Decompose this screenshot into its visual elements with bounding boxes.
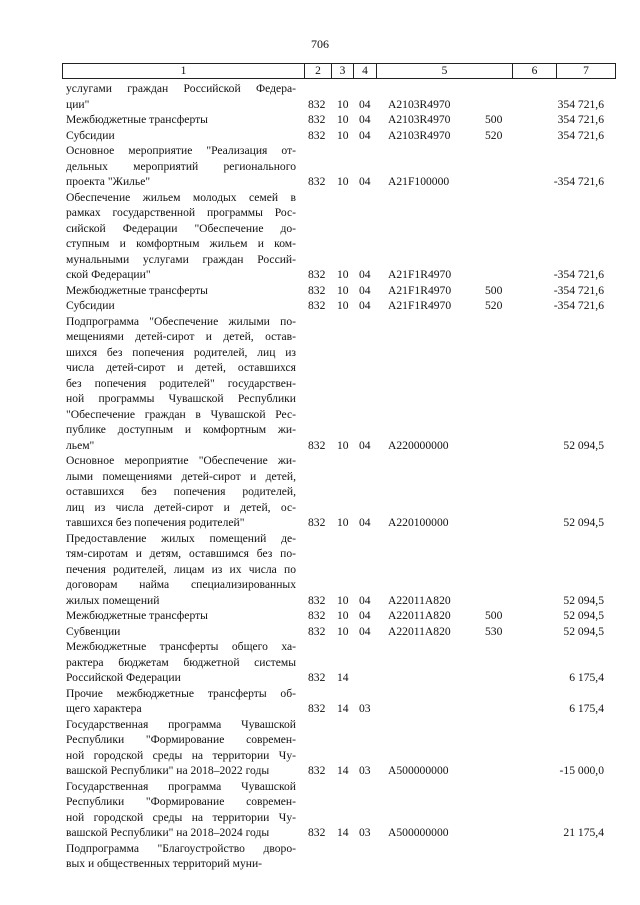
cell-c7: 52 094,5 <box>563 593 604 607</box>
cell-c7: 52 094,5 <box>563 624 604 638</box>
description-line: шихся без попечения родителей, лиц из <box>66 345 296 359</box>
cell-c3: 10 <box>337 283 349 297</box>
cell-c3: 10 <box>337 593 349 607</box>
table-row <box>66 81 614 112</box>
table-row <box>66 314 614 454</box>
description-line: вашской Республики" на 2018–2024 годы <box>66 826 270 839</box>
description-line: Основное мероприятие "Реализация от- <box>66 144 296 157</box>
description-line: тавшихся без попечения родителей" <box>66 516 245 529</box>
description-line: ной программы Чувашской Республики <box>66 392 296 405</box>
cell-c3: 14 <box>337 826 349 839</box>
cell-c7: 6 175,4 <box>569 671 604 684</box>
cell-c4: 04 <box>359 609 371 622</box>
cell-c3: 10 <box>337 175 349 188</box>
description-line: тям-сиротам и детям, оставшимся без по- <box>66 547 296 560</box>
description-line: Предоставление жилых помещений де- <box>66 531 296 545</box>
description-line: ступным и комфортным жильем и ком- <box>66 237 296 250</box>
table-row <box>66 112 614 128</box>
cell-c2: 832 <box>308 438 326 452</box>
cell-c2: 832 <box>308 113 326 126</box>
row-description <box>66 112 296 128</box>
cell-c2: 832 <box>308 702 326 715</box>
description-line: проекта "Жилье" <box>66 175 151 188</box>
cell-c5: А22011А820 <box>388 593 451 607</box>
description-line: мунальными услугами граждан Россий- <box>66 252 296 266</box>
description-line: льем" <box>66 438 95 452</box>
cell-c6: 500 <box>485 283 503 297</box>
cell-c3: 10 <box>337 97 349 111</box>
cell-c7: 52 094,5 <box>563 438 604 452</box>
row-description <box>66 624 296 640</box>
cell-c7: 354 721,6 <box>557 128 604 142</box>
table-row <box>66 624 614 640</box>
description-line: договорам найма специализированных <box>66 578 296 591</box>
cell-c2: 832 <box>308 299 326 312</box>
description-line: услугами граждан Российской Федера- <box>66 82 296 95</box>
cell-c5: А500000000 <box>388 826 449 839</box>
cell-c5: А21F100000 <box>388 175 450 188</box>
cell-c5: А500000000 <box>388 764 449 777</box>
cell-c4: 04 <box>359 97 371 111</box>
row-description <box>66 128 296 144</box>
cell-c7: -354 721,6 <box>553 175 604 188</box>
cell-c2: 832 <box>308 175 326 188</box>
row-description <box>66 717 296 779</box>
cell-c2: 832 <box>308 671 326 684</box>
cell-c6: 520 <box>485 299 503 312</box>
cell-c3: 10 <box>337 128 349 142</box>
table-row <box>66 190 614 283</box>
description-line: Республики "Формирование современ- <box>66 795 296 808</box>
cell-c3: 10 <box>337 113 349 126</box>
header-col-4: 4 <box>353 64 376 78</box>
cell-c6: 520 <box>485 128 503 142</box>
row-description <box>66 298 296 314</box>
table-row <box>66 841 614 872</box>
cell-c5: А2103R4970 <box>388 113 451 126</box>
description-line: лыми помещениями детей-сирот и детей, <box>66 469 296 483</box>
cell-c4: 04 <box>359 128 371 142</box>
cell-c7: -354 721,6 <box>553 283 604 297</box>
table-row <box>66 298 614 314</box>
table-row <box>66 608 614 624</box>
header-col-2: 2 <box>304 64 331 78</box>
cell-c4: 04 <box>359 438 371 452</box>
cell-c2: 832 <box>308 128 326 142</box>
header-col-5: 5 <box>376 64 512 78</box>
cell-c7: -354 721,6 <box>553 268 604 281</box>
cell-c2: 832 <box>308 97 326 111</box>
cell-c7: 354 721,6 <box>557 97 604 111</box>
cell-c4: 03 <box>359 702 371 715</box>
cell-c3: 10 <box>337 624 349 638</box>
row-description <box>66 639 296 686</box>
cell-c7: -15 000,0 <box>559 764 604 777</box>
description-line: ной городской среды на территории Чу- <box>66 748 296 762</box>
table-body <box>66 81 614 872</box>
description-line: "Обеспечение граждан в Чувашской Рес- <box>66 407 296 421</box>
cell-c7: -354 721,6 <box>553 299 604 312</box>
cell-c4: 04 <box>359 593 371 607</box>
description-line: Межбюджетные трансферты <box>66 609 208 622</box>
table-row <box>66 283 614 299</box>
page-number: 706 <box>311 37 329 51</box>
description-line: рактера бюджетам бюджетной системы <box>66 655 296 669</box>
cell-c5: А2103R4970 <box>388 97 451 111</box>
table-header <box>62 63 616 79</box>
cell-c7: 6 175,4 <box>569 702 604 715</box>
description-line: вашской Республики" на 2018–2022 годы <box>66 764 270 777</box>
cell-c4: 04 <box>359 175 371 188</box>
row-description <box>66 531 296 609</box>
description-line: Государственная программа Чувашской <box>66 779 296 793</box>
table-row <box>66 128 614 144</box>
cell-c2: 832 <box>308 516 326 529</box>
table-row <box>66 779 614 841</box>
row-description <box>66 779 296 841</box>
cell-c2: 832 <box>308 764 326 777</box>
table-row <box>66 717 614 779</box>
table-row <box>66 453 614 531</box>
cell-c5: А22011А820 <box>388 609 451 622</box>
description-line: сийской Федерации "Обеспечение до- <box>66 221 296 235</box>
row-description <box>66 841 296 872</box>
cell-c4: 03 <box>359 826 371 839</box>
row-description <box>66 314 296 454</box>
row-description <box>66 283 296 299</box>
cell-c2: 832 <box>308 609 326 622</box>
header-col-1: 1 <box>180 65 187 77</box>
cell-c5: А22011А820 <box>388 624 451 638</box>
description-line: Субвенции <box>66 624 121 638</box>
cell-c4: 04 <box>359 516 371 529</box>
cell-c2: 832 <box>308 268 326 281</box>
cell-c5: А2103R4970 <box>388 128 451 142</box>
description-line: Межбюджетные трансферты <box>66 113 208 126</box>
cell-c6: 500 <box>485 113 503 126</box>
description-line: Субсидии <box>66 299 115 312</box>
cell-c2: 832 <box>308 283 326 297</box>
cell-c3: 10 <box>337 516 349 529</box>
cell-c4: 04 <box>359 299 371 312</box>
cell-c3: 10 <box>337 299 349 312</box>
cell-c3: 14 <box>337 702 349 715</box>
header-col-6: 6 <box>512 64 556 78</box>
description-line: вых и общественных территорий муни- <box>66 857 263 870</box>
description-line: лиц из числа детей-сирот и детей, ос- <box>66 500 296 514</box>
cell-c5: А21F1R4970 <box>388 283 452 297</box>
description-line: рамках государственной программы Рос- <box>66 206 296 219</box>
cell-c7: 21 175,4 <box>563 826 604 839</box>
cell-c2: 832 <box>308 826 326 839</box>
cell-c5: А21F1R4970 <box>388 299 452 312</box>
description-line: Прочие межбюджетные трансферты об- <box>66 686 296 700</box>
description-line: публике доступным и комфортным жи- <box>66 423 296 436</box>
header-col-7: 7 <box>556 64 615 78</box>
row-description <box>66 143 296 190</box>
description-line: Российской Федерации <box>66 671 181 684</box>
description-line: дельных мероприятий регионального <box>66 159 296 173</box>
description-line: Республики "Формирование современ- <box>66 733 296 746</box>
cell-c4: 04 <box>359 268 371 281</box>
cell-c7: 354 721,6 <box>557 113 604 126</box>
table-row <box>66 531 614 609</box>
cell-c5: А21F1R4970 <box>388 268 452 281</box>
description-line: щего характера <box>66 702 142 715</box>
cell-c3: 10 <box>337 268 349 281</box>
cell-c6: 500 <box>485 609 503 622</box>
description-line: числа детей-сирот и детей, оставшихся <box>66 361 296 374</box>
description-line: ной городской среды на территории Чу- <box>66 810 296 824</box>
cell-c3: 14 <box>337 671 349 684</box>
description-line: жилых помещений <box>66 593 160 607</box>
cell-c4: 03 <box>359 764 371 777</box>
description-line: Обеспечение жильем молодых семей в <box>66 190 296 204</box>
cell-c3: 10 <box>337 609 349 622</box>
row-description <box>66 686 296 717</box>
table-row <box>66 686 614 717</box>
cell-c2: 832 <box>308 593 326 607</box>
description-line: мещениями детей-сирот и детей, остав- <box>66 330 296 343</box>
description-line: ции" <box>66 97 90 111</box>
description-line: Основное мероприятие "Обеспечение жи- <box>66 454 296 467</box>
row-description <box>66 190 296 283</box>
row-description <box>66 608 296 624</box>
cell-c5: А220000000 <box>388 438 449 452</box>
cell-c6: 530 <box>485 624 503 638</box>
description-line: ской Федерации" <box>66 268 151 281</box>
description-line: без попечения родителей" государствен- <box>66 376 296 390</box>
description-line: Подпрограмма "Обеспечение жилыми по- <box>66 314 296 328</box>
row-description <box>66 453 296 531</box>
description-line: Государственная программа Чувашской <box>66 717 296 731</box>
table-row <box>66 143 614 190</box>
description-line: печения родителей, лицам из их числа по <box>66 562 296 576</box>
header-col-3: 3 <box>331 64 353 78</box>
cell-c7: 52 094,5 <box>563 609 604 622</box>
cell-c7: 52 094,5 <box>563 516 604 529</box>
description-line: Межбюджетные трансферты <box>66 283 208 297</box>
row-description <box>66 81 296 112</box>
description-line: Подпрограмма "Благоустройство дворо- <box>66 841 296 855</box>
description-line: Субсидии <box>66 128 115 142</box>
table-row <box>66 639 614 686</box>
description-line: оставшихся без попечения родителей, <box>66 485 296 498</box>
cell-c4: 04 <box>359 113 371 126</box>
cell-c3: 10 <box>337 438 349 452</box>
cell-c3: 14 <box>337 764 349 777</box>
cell-c5: А220100000 <box>388 516 449 529</box>
cell-c4: 04 <box>359 624 371 638</box>
cell-c2: 832 <box>308 624 326 638</box>
cell-c4: 04 <box>359 283 371 297</box>
description-line: Межбюджетные трансферты общего ха- <box>66 640 296 653</box>
